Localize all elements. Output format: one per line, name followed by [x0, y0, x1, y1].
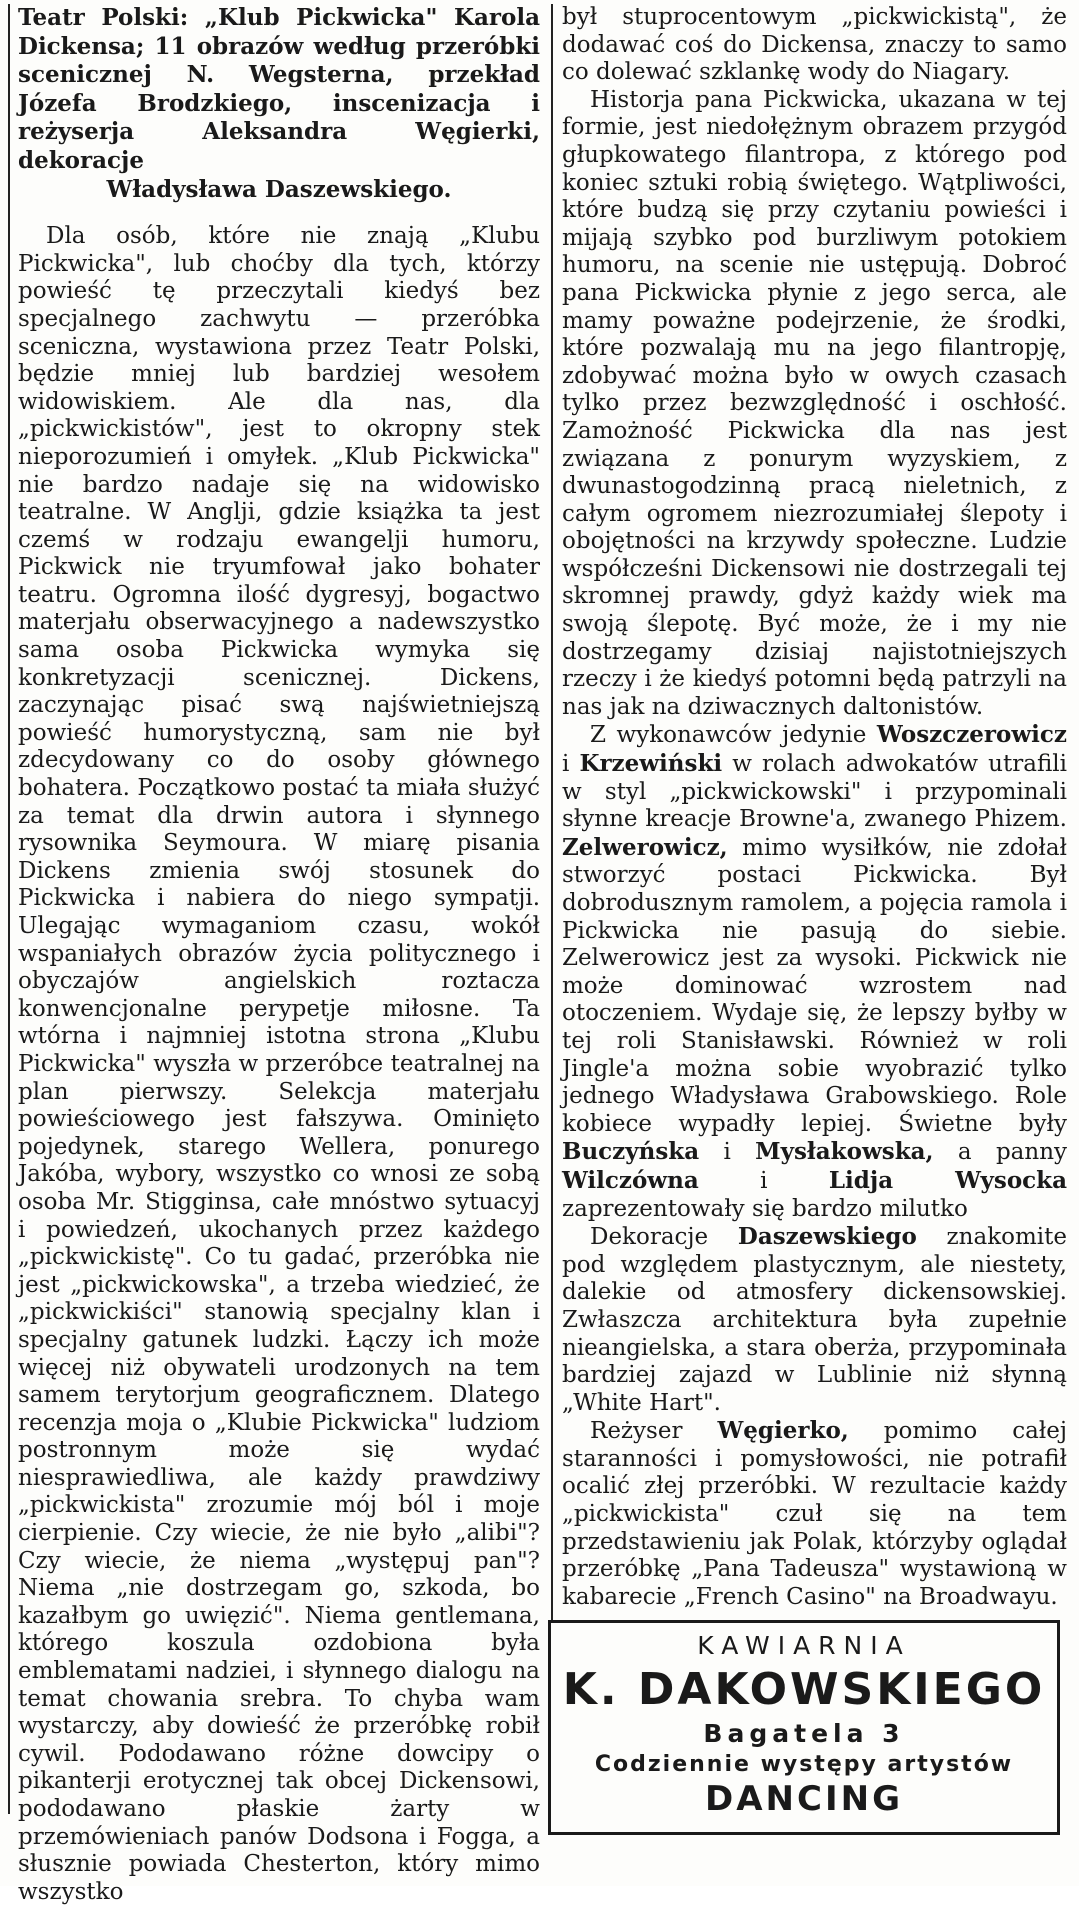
paragraph-rezyser	[562, 1417, 1067, 1611]
continuation-paragraph: był stuprocentowym „pickwickistą", że dodawać coś do Dickensa, znaczy to samo co dolewać szklankę wody do Niagary.	[562, 4, 1067, 86]
paragraph-historja: Historja pana Pickwicka, ukazana w tej formie, jest niedołężnym obrazem przygód głupkowatego filantropa, z którego pod koniec sztuki robią świętego. Wątpliwości, które budzą się przy czytaniu powieści i mijają szybko pod burzliwym potokiem humoru, na scenie nie ustępują. Dobroć pana Pickwicka płynie z jego serca, ale mamy poważne podejrzenie, że środki, które pozwalają mu na jego filantropję, zdobywać można było w owych czasach tylko przez bezwzględność i oschłość. Zamożność Pickwicka dla nas jest związana z ponurym wyzyskiem, z dwunastogodzinną pracą nieletnich, z całym ogromem niezrozumiałej ślepoty i obojętności na krzywdy społeczne. Ludzie współcześni Dickensowi nie dostrzegali tej skromnej prawdy, gdyż każdy wiek ma swoją ślepotę. Być może, że i my nie dostrzegamy dzisiaj najistotniejszych rzeczy i że kiedyś potomni będą patrzyli na nas jak na dziwacznych daltonistów.	[562, 86, 1067, 720]
actor-name: Buczyńska	[562, 1138, 700, 1166]
director-name: Węgierko,	[717, 1417, 849, 1445]
text-run: i	[699, 1139, 756, 1166]
cafe-advertisement	[548, 1620, 1060, 1835]
actor-name: Woszczerowicz	[876, 721, 1067, 749]
actor-name: Lidja Wysocka	[828, 1166, 1067, 1194]
actor-name: Wilczówna	[562, 1166, 699, 1194]
text-run: Dekoracje	[590, 1224, 738, 1251]
paragraph-wykonawcy	[562, 721, 1067, 1223]
actor-name: Zelwerowicz,	[562, 833, 728, 861]
text-run: w rolach adwokatów utrafili w styl „pickwickowski" i przypominali słynne kreacje Browne'a, zwanego Phizem.	[562, 751, 1068, 833]
left-column-paragraph: Dla osób, które nie znają „Klubu Pickwicka", lub choćby dla tych, którzy powieść tę przeczytali kiedyś bez specjalnego zachwytu — przeróbka sceniczna, wystawiona przez Teatr Polski, będzie mniej lub bardziej wesołem widowiskiem. Ale dla nas, dla „pickwickistów", jest to okropny stek nieporozumień i omyłek. „Klub Pickwicka" nie bardzo nadaje się na widowisko teatralne. W Anglji, gdzie książka ta jest czemś w rodzaju ewangelji humoru, Pickwick nie tryumfował jako bohater teatru. Ogromna ilość dygresyj, bogactwo materjału obserwacyjnego a nadewszystko sama osoba Pickwicka wymyka się konkretyzacji scenicznej. Dickens, zaczynając pisać swą najświetniejszą powieść humorystyczną, sam nie był zdecydowany co do osoby głównego bohatera. Początkowo postać ta miała służyć za temat dla drwin autora i słynnego rysownika Seymoura. W miarę pisania Dickens zmienia swój stosunek do Pickwicka i nabiera do niego sympatji. Ulegając wymaganiom czasu, wokół wspaniałych obrazów życia politycznego i obyczajów angielskich roztacza konwencjonalne perypetje miłosne. Ta wtórna i najmniej istotna strona „Klubu Pickwicka" wyszła w przeróbce teatralnej na plan pierwszy. Selekcja materjału powieściowego jest fałszywa. Ominięto pojedynek, starego Wellera, ponurego Jakóba, wybory, wszystko co wnosi ze sobą osoba Mr. Stigginsa, całe mnóstwo sytuacyj i powiedzeń, ukochanych przez każdego „pickwickistę". Co tu gadać, przeróbka nie jest „pickwickowska", a trzeba wiedzieć, że „pickwickiści" stanowią specjalny klan i specjalny gatunek ludzki. Łączy ich może więcej niż obywateli urodzonych na tem samem terytorjum geograficznem. Dlatego recenzja moja o „Klubie Pickwicka" ludziom postronnym może się wydać niesprawiedliwa, ale każdy prawdziwy „pickwickista" zrozumie mój ból i moje cierpienie. Czy wiecie, że nie było „alibi"? Czy wiecie, że niema „występuj pan"? Niema „nie dostrzegam go, szkoda, bo kazałbym go uwięzić". Niema gentlemana, którego koszula ozdobiona była emblematami nadziei, i słynnego dialogu na temat chowania srebra. To chyba wam wystarczy, aby dowieść że przeróbkę robił cywil. Pododawano różne dowcipy o pikanterji erotycznej tak obcej Dickensowi, pododawano płaskie żarty w przemówieniach panów Dodsona i Fogga, a słusznie powiada Chesterton, który mimo wszystko	[18, 223, 540, 1905]
right-column	[562, 4, 1068, 1610]
actor-name: Krzewiński	[579, 750, 723, 778]
heading-last-line: Władysława Daszewskiego.	[106, 175, 452, 203]
ad-kawiarnia: KAWIARNIA	[697, 1631, 911, 1660]
text-run: pomimo całej staranności i pomysłowości, nie potrafił ocalić złej przeróbki. W rezultacie każdy „pickwickista" czuł się na tem przedstawieniu jak Polak, którzyby oglądał przeróbkę „Pana Tadeusza" wystawioną w kabarecie „French Casino" na Broadwayu.	[562, 1418, 1068, 1610]
text-run: mimo wysiłków, nie zdołał stworzyć postaci Pickwicka. Był dobrodusznym ramolem, a pojęcia ramola i Pickwicka nie pasują do siebie. Zelwerowicz jest za wysoki. Pickwick nie może dominować wzrostem nad otoczeniem. Wydaje się, że lepszy byłby w tej roli Stanisławski. Również w roli Jingle'a można sobie wyobrazić tylko jednego Władysława Grabowskiego. Role kobiece wypadły lepiej. Świetne były	[562, 834, 1067, 1137]
review-heading	[18, 4, 540, 203]
ad-dancing: DANCING	[705, 1779, 903, 1819]
text-run: a panny	[933, 1139, 1068, 1166]
text-run: Z wykonawców jedynie	[590, 722, 877, 749]
designer-name: Daszewskiego	[737, 1223, 917, 1251]
text-run: Reżyser	[590, 1418, 718, 1445]
column-divider	[551, 4, 553, 1634]
paragraph-dekoracje	[562, 1223, 1067, 1417]
ad-address: Bagatela 3	[703, 1719, 905, 1748]
text-run: zaprezentowały się bardzo milutko	[562, 1195, 968, 1222]
heading-intro: Teatr Polski: „Klub Pickwicka" Karola Dickensa; 11 obrazów według przeróbki scenicznej N. Wegsterna, przekład Józefa Brodzkiego, inscenizacja i reżyserja Aleksandra Węgierki, dekoracje	[18, 4, 540, 174]
text-run: i	[698, 1167, 829, 1194]
text-run: i	[562, 751, 580, 778]
left-margin-rule	[8, 4, 10, 1814]
actor-name: Mysłakowska,	[755, 1138, 934, 1166]
ad-cafe-name: K. DAKOWSKIEGO	[562, 1664, 1046, 1715]
ad-program: Codziennie występy artystów	[594, 1752, 1014, 1777]
text-run: znakomite pod względem plastycznym, ale niestety, dalekie od atmosfery dickensowskiej. Zwłaszcza architektura była zupełnie nieangielska, a stara oberża, przypominała bardziej zajazd w Lublinie niż słynną „White Hart".	[562, 1224, 1067, 1416]
left-column	[18, 4, 540, 1905]
